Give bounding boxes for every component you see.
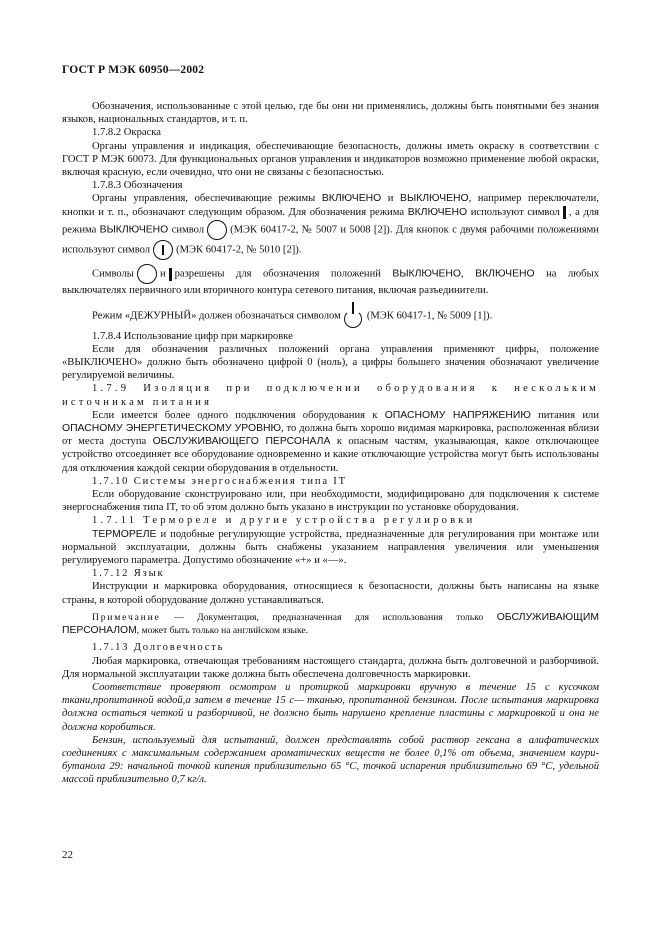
term: ВКЛЮЧЕНО: [475, 268, 535, 280]
compliance-paragraph: Бензин, используемый для испытаний, должен представлять собой раствор гексана в алифатических соединениях с максимальным содержанием ароматических веществ не более 0,1% от объема, значением каури-бутанола 29: начальной точкой кипения приблизительно 65 °С, точкой испарения приблизительно 69 °С, удельной массой приблизительно 0,7 кг/л.: [62, 734, 599, 786]
compliance-paragraph: Соответствие проверяют осмотром и протиркой маркировки вручную в течение 15 с кусочком ткани,пропитанной водой,а затем в течение 15 с— тканью, пропитанной бензином. После испытания маркировка должна остаться четкой и разборчивой, не должно быть нарушено крепление пластины с маркировкой и она не должна коробиться.: [62, 681, 599, 733]
text-run: на любых выключателях первичного или вторичного контура сетевого питания, включая разъединители.: [62, 268, 599, 297]
text-run: и: [159, 268, 166, 280]
term: ВЫКЛЮЧЕНО: [99, 224, 169, 236]
term: ВЫКЛЮЧЕНО: [400, 193, 469, 205]
term: ТЕРМОРЕЛЕ: [92, 528, 157, 540]
on-symbol-icon: [563, 206, 566, 219]
text-run: (МЭК 60417-1, № 5009 [1]).: [366, 310, 493, 322]
paragraph: [62, 528, 599, 568]
section-heading: 1.7.11 Термореле и другие устройства регулировки: [92, 515, 476, 527]
term: ВЫКЛЮЧЕНО: [392, 268, 462, 280]
section-heading: 1.7.8.4 Использование цифр при маркировке: [92, 330, 293, 342]
paragraph-symbols-2: [62, 264, 599, 297]
on-symbol-icon: [169, 268, 172, 281]
off-symbol-icon: [207, 220, 227, 240]
paragraph: Инструкции и маркировка оборудования, относящиеся к безопасности, должны быть написаны на языке страны, в которой оборудование должно устанавливаться.: [62, 581, 599, 606]
document-body: [62, 100, 599, 787]
paragraph: Если оборудование сконструировано или, при необходимости, модифицировано для подключения к системе энергоснабжения типа IT, то об этом должно быть указано в инструкции по установке оборудования.: [62, 489, 599, 514]
text-run: Символы: [92, 268, 134, 280]
paragraph-symbols: [62, 192, 599, 260]
paragraph-standby: [62, 306, 599, 326]
text-run: , например переключатели, кнопки и т. п., обозначают следующим образом. Для обозначения режима: [62, 193, 600, 219]
note: [62, 611, 599, 637]
text-run: используют символ: [467, 207, 560, 219]
term: ОБСЛУЖИВАЮЩИМ ПЕРСОНАЛОМ: [62, 611, 599, 637]
text-run: Режим «ДЕЖУРНЫЙ» должен обозначаться символом: [92, 310, 341, 322]
section-heading: 1.7.10 Системы энергоснабжения типа IT: [92, 475, 347, 487]
paragraph: Любая маркировка, отвечающая требованиям настоящего стандарта, должна быть долговечной и разборчивой. Для нормальной эксплуатации также должна быть обеспечена долговечность маркировки.: [62, 655, 599, 680]
on-off-push-symbol-icon: [153, 240, 173, 260]
text-run: , а для режима: [62, 207, 599, 236]
section-heading: 1.7.13 Долговечность: [92, 642, 225, 654]
section-heading: 1.7.8.3 Обозначения: [92, 180, 183, 192]
text-run: Если имеется более одного подключения оборудования к: [92, 409, 385, 421]
paragraph: Обозначения, использованные с этой целью, где бы они ни применялись, должны быть понятными без знания языков, национальных стандартов, и т. п.: [62, 101, 599, 126]
term: ОБСЛУЖИВАЮЩЕГО ПЕРСОНАЛА: [152, 436, 331, 448]
term: ОПАСНОМУ ЭНЕРГЕТИЧЕСКОМУ УРОВНЮ: [62, 423, 281, 435]
text-run: — Документация, предназначенная для использования только: [160, 611, 497, 623]
text-run: (МЭК 60417-2, № 5010 [2]).: [176, 244, 302, 256]
text-run: , может быть только на английском языке.: [136, 625, 309, 637]
text-run: разрешены для обозначения положений: [174, 268, 393, 280]
section-heading: 1.7.9 Изоляция при подключении оборудования к нескольким источникам питания: [62, 383, 599, 408]
paragraph: Органы управления и индикация, обеспечивающие безопасность, должны иметь окраску в соответствии с ГОСТ Р МЭК 60073. Для функциональных органов управления и индикаторов возможно применение любой окраски, включая красную, если очевидно, что они не связаны с безопасностью.: [62, 140, 599, 179]
off-symbol-icon: [137, 264, 157, 284]
text-run: к опасным частям, указывающая, какое отключающее устройство отсоединяет все оборудование одновременно и какие отключающие устройства могут быть использованы для отключения каждой секции оборудования в отдельности.: [62, 436, 599, 474]
text-run: и: [381, 193, 401, 205]
text-run: , то должна быть хорошо видимая маркировка, расположенная вблизи от места доступа: [62, 423, 599, 448]
text-run: ,: [461, 268, 476, 280]
note-label: Примечание: [92, 611, 161, 623]
page-number: 22: [62, 849, 73, 861]
section-heading: 1.7.12 Язык: [92, 568, 165, 580]
paragraph: Если для обозначения различных положений органа управления применяют цифры, положение «ВЫКЛЮЧЕНО» должно быть обозначено цифрой 0 (ноль), а цифры большего значения обозначают увеличение регулируемой величины.: [62, 343, 599, 382]
standby-symbol-icon: [344, 306, 364, 326]
text-run: и подобные регулирующие устройства, предназначенные для регулирования при монтаже или нормальной эксплуатации, должны быть снабжены указанием направления увеличения или уменьшения регулируемого параметра. Допустимо обозначение «+» и «—».: [62, 528, 599, 567]
term: ВКЛЮЧЕНО: [407, 207, 468, 219]
text-run: символ: [168, 224, 205, 236]
page-header: ГОСТ Р МЭК 60950—2002: [62, 64, 205, 76]
text-run: питания или: [530, 409, 599, 421]
text-run: Органы управления, обеспечивающие режимы: [92, 193, 322, 205]
paragraph: [62, 409, 599, 475]
term: ОПАСНОМУ НАПРЯЖЕНИЮ: [384, 409, 531, 421]
section-heading: 1.7.8.2 Окраска: [92, 127, 161, 139]
text-run: (МЭК 60417-2, № 5007 и 5008 [2]). Для кнопок с двумя рабочими положениями используют символ: [62, 224, 599, 256]
term: ВКЛЮЧЕНО: [321, 193, 382, 205]
